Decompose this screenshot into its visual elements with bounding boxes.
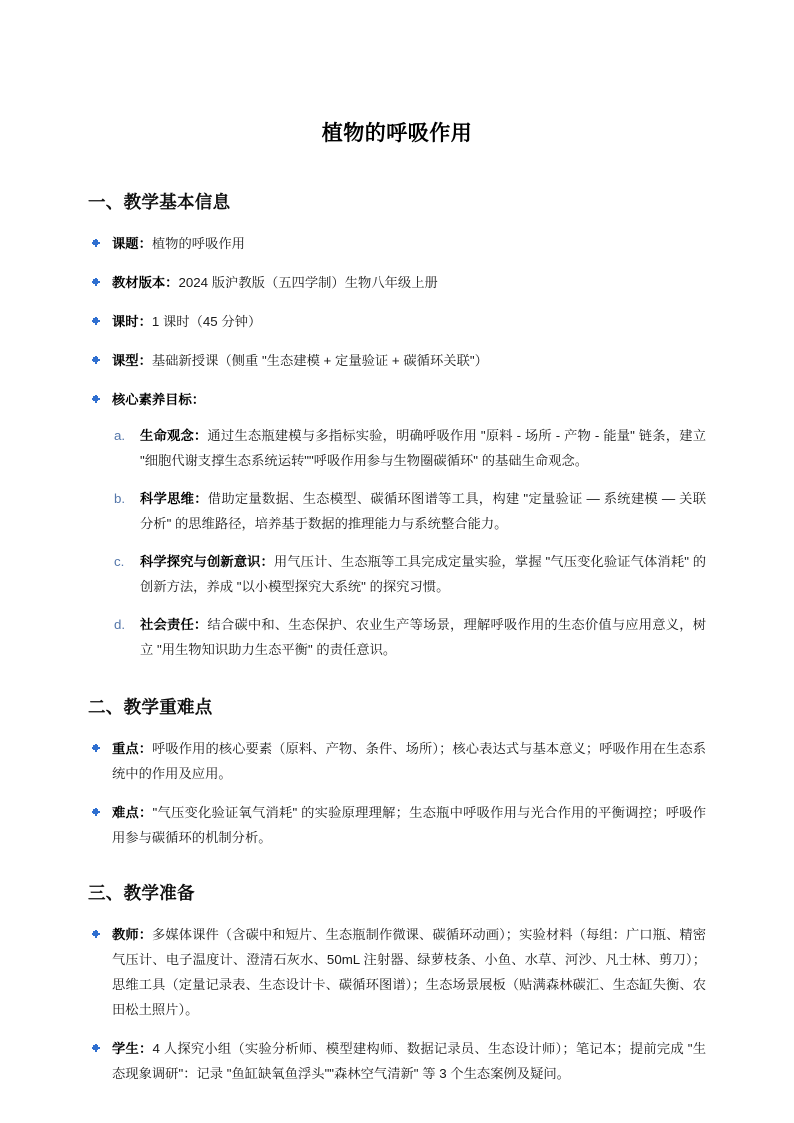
list-item-teacher-preparation	[88, 922, 706, 1022]
sublist-item-text: 用气压计、生态瓶等工具完成定量实验，掌握 "气压变化验证气体消耗" 的创新方法，养成 "以小模型探究大系统" 的探究习惯。	[140, 554, 707, 594]
alpha-marker: a.	[114, 428, 126, 443]
list-item-label: 重点：	[112, 741, 153, 756]
list-item-text: 1 课时（45 分钟）	[151, 314, 262, 329]
sublist-item-label: 科学思维：	[140, 491, 208, 506]
sublist-item-label: 社会责任：	[140, 617, 208, 632]
list-item-label: 课型：	[112, 353, 152, 368]
document-body	[88, 0, 706, 1086]
sublist-item-text: 通过生态瓶建模与多指标实验，明确呼吸作用 "原料 - 场所 - 产物 - 能量" 链条，建立 "细胞代谢支撑生态系统运转""呼吸作用参与生物圈碳循环" 的基础生命观念。	[140, 428, 707, 468]
alpha-marker: c.	[114, 554, 125, 569]
list-item-text: "气压变化验证氧气消耗" 的实验原理理解；生态瓶中呼吸作用与光合作用的平衡调控；呼吸作用参与碳循环的机制分析。	[112, 805, 706, 845]
list-item-label: 学生：	[112, 1041, 153, 1056]
bullet-icon	[93, 240, 98, 245]
section-heading-3: 三、教学准备	[88, 883, 195, 903]
section-2-bullet-list	[88, 736, 706, 850]
bullet-icon	[93, 1045, 98, 1050]
list-item-text: 植物的呼吸作用	[151, 236, 245, 251]
list-item	[88, 309, 706, 334]
list-item-text: 呼吸作用的核心要素（原料、产物、条件、场所）；核心表达式与基本意义；呼吸作用在生态系统中的作用及应用。	[112, 741, 706, 781]
sublist-item-life-concept	[112, 423, 706, 473]
list-item-core-literacy-goals	[88, 387, 706, 662]
alpha-marker: b.	[114, 491, 126, 506]
list-item-label: 教材版本：	[112, 275, 179, 290]
sublist-item-scientific-thinking	[112, 486, 706, 536]
list-item-text: 2024 版沪教版（五四学制）生物八年级上册	[178, 275, 438, 290]
section-heading-2: 二、教学重难点	[88, 697, 213, 717]
list-item-text: 4 人探究小组（实验分析师、模型建构师、数据记录员、生态设计师）；笔记本；提前完成 "生态现象调研"：记录 "鱼缸缺氧鱼浮头""森林空气清新" 等 3 个生态案例及疑问。	[112, 1041, 706, 1081]
bullet-icon	[93, 396, 98, 401]
page-title: 植物的呼吸作用	[321, 122, 473, 145]
bullet-icon	[93, 809, 98, 814]
bullet-icon	[93, 279, 98, 284]
list-item	[88, 231, 706, 256]
sublist-item-inquiry-innovation	[112, 549, 706, 599]
sublist-item-text: 借助定量数据、生态模型、碳循环图谱等工具，构建 "定量验证 — 系统建模 — 关联分析" 的思维路径，培养基于数据的推理能力与系统整合能力。	[140, 491, 706, 531]
list-item-text: 基础新授课（侧重 "生态建模 + 定量验证 + 碳循环关联"）	[151, 353, 488, 368]
list-item	[88, 270, 706, 295]
core-literacy-sublist	[112, 423, 706, 662]
list-item-text: 多媒体课件（含碳中和短片、生态瓶制作微课、碳循环动画）；实验材料（每组：广口瓶、精密气压计、电子温度计、澄清石灰水、50mL 注射器、绿萝枝条、小鱼、水草、河沙、凡士林、剪刀）；思维工具（定量记录表、生态设计卡、碳循环图谱）；生态场景展板（贴满森林碳汇、生态缸失衡、农田松土照片）。	[112, 927, 706, 1017]
list-item-label: 难点：	[112, 805, 153, 820]
list-item-label: 核心素养目标：	[112, 392, 206, 407]
list-item-label: 课时：	[112, 314, 152, 329]
bullet-icon	[93, 357, 98, 362]
bullet-icon	[93, 931, 98, 936]
list-item-label: 课题：	[112, 236, 152, 251]
list-item-difficult-points	[88, 800, 706, 850]
section-heading-1: 一、教学基本信息	[88, 192, 231, 212]
sublist-item-label: 科学探究与创新意识：	[140, 554, 274, 569]
sublist-item-text: 结合碳中和、生态保护、农业生产等场景，理解呼吸作用的生态价值与应用意义，树立 "用生物知识助力生态平衡" 的责任意识。	[140, 617, 707, 657]
alpha-marker: d.	[114, 617, 126, 632]
list-item-student-preparation	[88, 1036, 706, 1086]
bullet-icon	[93, 318, 98, 323]
section-1-bullet-list	[88, 231, 706, 662]
sublist-item-label: 生命观念：	[140, 428, 208, 443]
section-3-bullet-list	[88, 922, 706, 1086]
list-item	[88, 348, 706, 373]
list-item-key-points	[88, 736, 706, 786]
bullet-icon	[93, 745, 98, 750]
list-item-label: 教师：	[112, 927, 153, 942]
sublist-item-social-responsibility	[112, 612, 706, 662]
